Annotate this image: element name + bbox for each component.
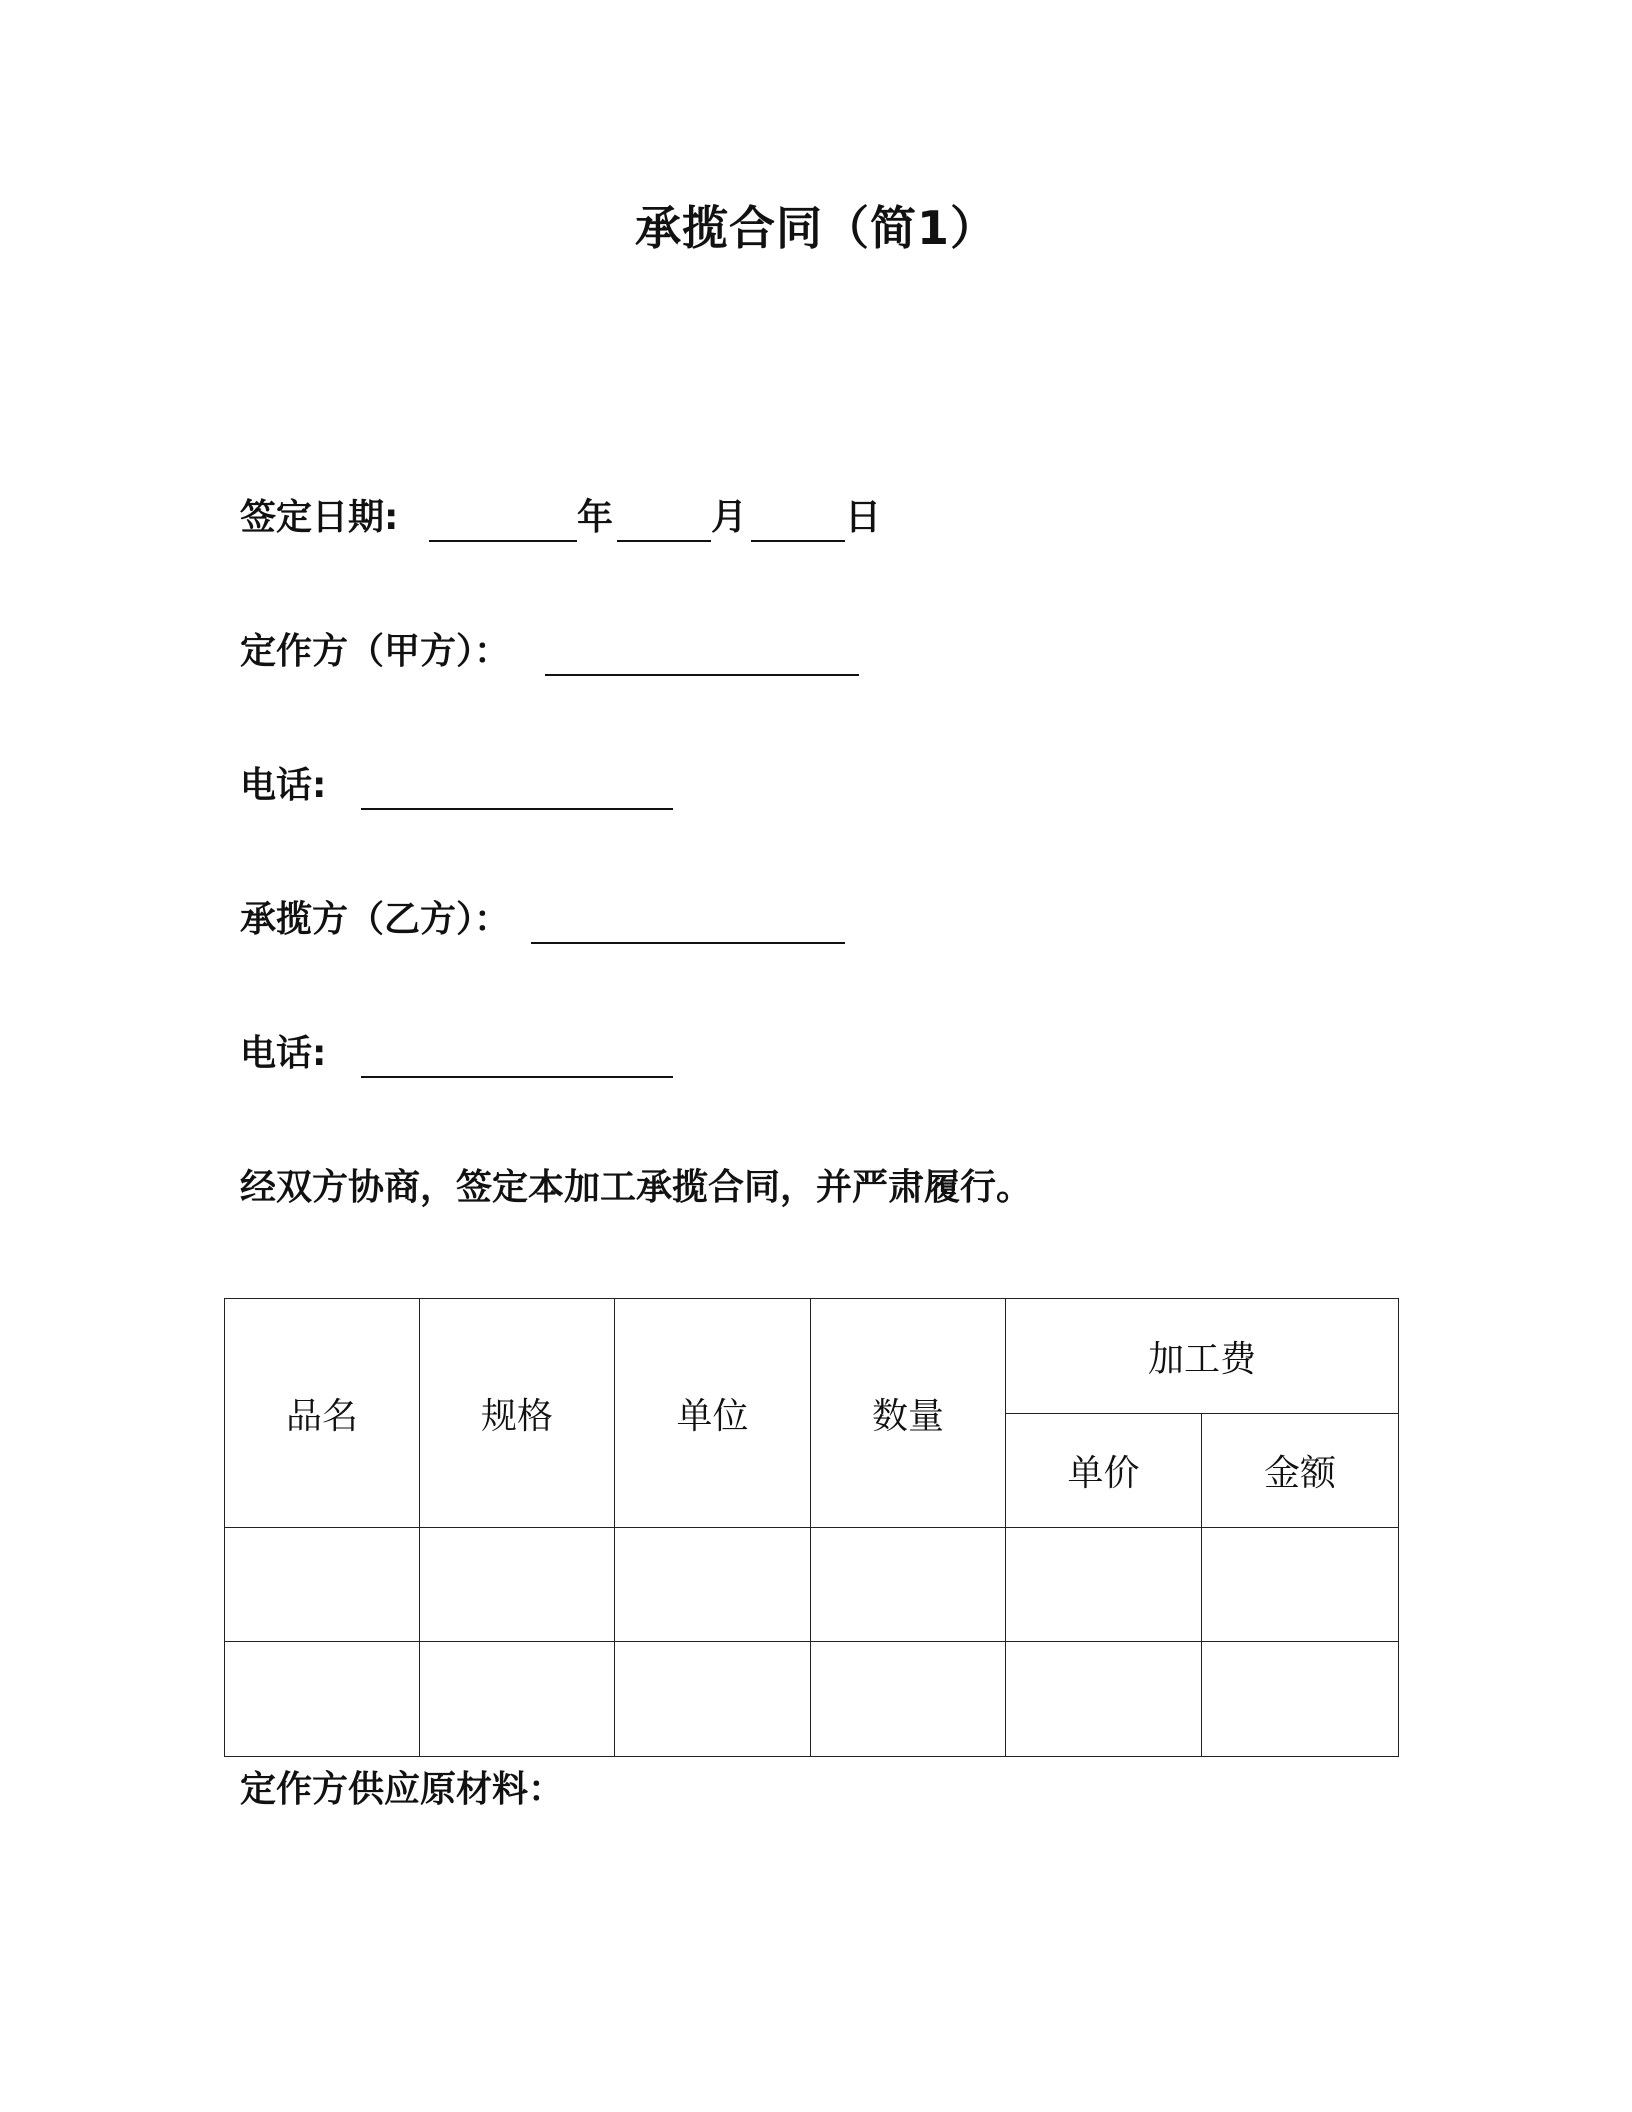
party-a-blank[interactable] xyxy=(545,634,859,676)
header-name: 品名 xyxy=(225,1299,420,1528)
header-spec: 规格 xyxy=(420,1299,615,1528)
table-cell[interactable] xyxy=(225,1642,420,1757)
document-title: 承揽合同（简1） xyxy=(634,201,997,255)
table-cell[interactable] xyxy=(1006,1528,1202,1642)
party-b-label: 承揽方（乙方）： xyxy=(240,899,511,940)
party-a-label: 定作方（甲方）： xyxy=(240,631,511,672)
party-b-blank[interactable] xyxy=(531,902,845,944)
year-label: 年 xyxy=(576,497,613,538)
table-cell[interactable] xyxy=(615,1528,811,1642)
processing-fee-table xyxy=(224,1298,1399,1757)
header-unit-price: 单价 xyxy=(1006,1414,1202,1528)
sign-date-label: 签定日期: xyxy=(240,497,399,538)
table-row xyxy=(225,1642,1399,1757)
month-blank[interactable] xyxy=(617,500,711,542)
header-unit: 单位 xyxy=(615,1299,811,1528)
table-cell[interactable] xyxy=(615,1642,811,1757)
table-cell[interactable] xyxy=(420,1528,615,1642)
phone-a-label: 电话: xyxy=(240,765,327,806)
table-cell[interactable] xyxy=(420,1642,615,1757)
year-blank[interactable] xyxy=(429,500,577,542)
table-header-row xyxy=(225,1299,1399,1414)
agreement-statement: 经双方协商，签定本加工承揽合同，并严肃履行。 xyxy=(240,1167,1033,1208)
party-b-row xyxy=(240,896,845,944)
party-a-row xyxy=(240,628,859,676)
table-cell[interactable] xyxy=(1202,1642,1399,1757)
table-row xyxy=(225,1528,1399,1642)
phone-b-row xyxy=(240,1030,673,1078)
month-label: 月 xyxy=(710,497,747,538)
table-cell[interactable] xyxy=(1006,1642,1202,1757)
sign-date-row xyxy=(240,494,881,542)
phone-b-label: 电话: xyxy=(240,1033,327,1074)
table-cell[interactable] xyxy=(811,1528,1006,1642)
phone-b-blank[interactable] xyxy=(361,1036,673,1078)
phone-a-blank[interactable] xyxy=(361,768,673,810)
day-blank[interactable] xyxy=(751,500,845,542)
table-cell[interactable] xyxy=(225,1528,420,1642)
day-label: 日 xyxy=(844,497,881,538)
table-cell[interactable] xyxy=(1202,1528,1399,1642)
table-cell[interactable] xyxy=(811,1642,1006,1757)
raw-material-label: 定作方供应原材料： xyxy=(240,1769,565,1810)
header-amount: 金额 xyxy=(1202,1414,1399,1528)
header-processing-fee: 加工费 xyxy=(1006,1299,1399,1414)
phone-a-row xyxy=(240,762,673,810)
header-quantity: 数量 xyxy=(811,1299,1006,1528)
